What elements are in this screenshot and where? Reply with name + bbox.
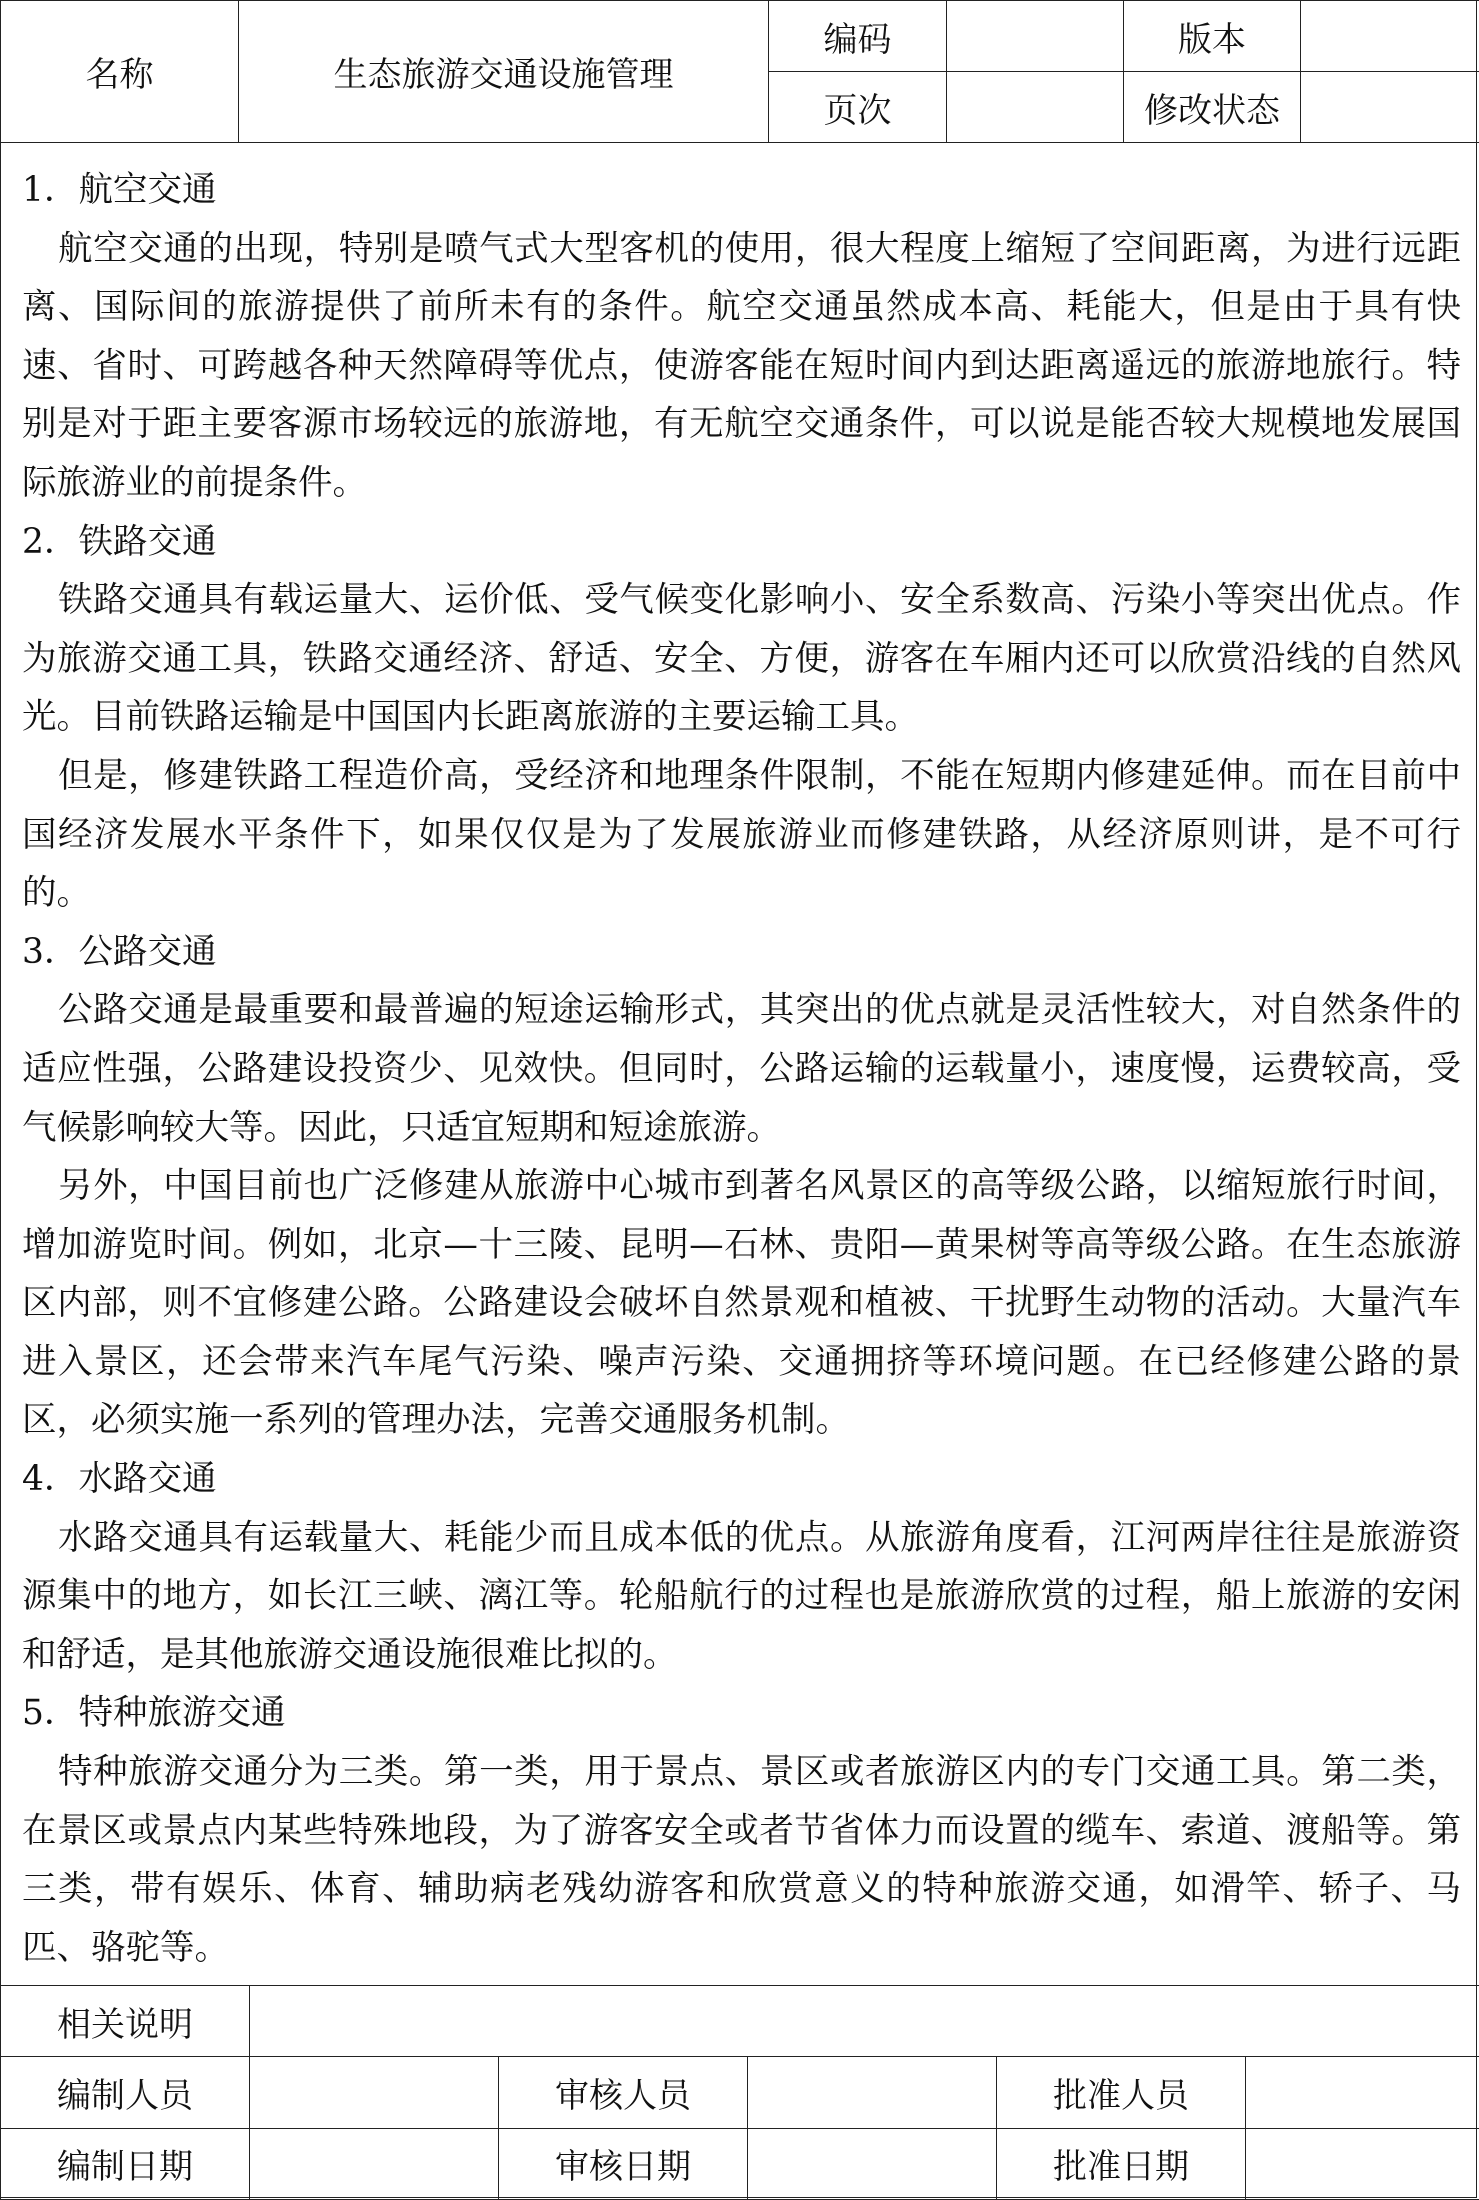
notes-value <box>250 1986 1479 2057</box>
review-date-label: 审核日期 <box>499 2128 748 2199</box>
section-paragraph: 铁路交通具有载运量大、运价低、受气候变化影响小、安全系数高、污染小等突出优点。作为旅游交通工具，铁路交通经济、舒适、安全、方便，游客在车厢内还可以欣赏沿线的自然风光。目前铁路运输是中国国内长距离旅游的主要运输工具。 <box>22 580 1461 738</box>
section-paragraph: 特种旅游交通分为三类。第一类，用于景点、景区或者旅游区内的专门交通工具。第二类，在景区或景点内某些特殊地段，为了游客安全或者节省体力而设置的缆车、索道、渡船等。第三类，带有娱乐、体育、辅助病老残幼游客和欣赏意义的特种旅游交通，如滑竿、轿子、马匹、骆驼等。 <box>22 1752 1461 1968</box>
version-label: 版本 <box>1124 1 1301 72</box>
section-paragraph: 水路交通具有运载量大、耗能少而且成本低的优点。从旅游角度看，江河两岸往往是旅游资源集中的地方，如长江三峡、漓江等。轮船航行的过程也是旅游欣赏的过程，船上旅游的安闲和舒适，是其他旅游交通设施很难比拟的。 <box>22 1517 1461 1675</box>
reviewer-value <box>748 2057 997 2128</box>
approve-date-value <box>1246 2128 1479 2199</box>
editor-label: 编制人员 <box>1 2057 250 2128</box>
section-heading: 3．公路交通 <box>22 931 217 972</box>
section-air <box>22 161 1461 513</box>
notes-label: 相关说明 <box>1 1986 250 2057</box>
approve-date-label: 批准日期 <box>997 2128 1246 2199</box>
section-special <box>22 1684 1461 1977</box>
footer-table <box>0 1985 1479 2200</box>
page-label: 页次 <box>769 72 947 143</box>
section-heading: 2．铁路交通 <box>22 521 217 562</box>
section-heading: 1．航空交通 <box>22 170 217 210</box>
section-paragraph: 但是，修建铁路工程造价高，受经济和地理条件限制，不能在短期内修建延伸。而在目前中国经济发展水平条件下，如果仅仅是为了发展旅游业而修建铁路，从经济原则讲，是不可行的。 <box>22 755 1461 914</box>
edit-date-label: 编制日期 <box>1 2128 250 2199</box>
name-label: 名称 <box>1 1 239 143</box>
page-value <box>947 72 1124 143</box>
revision-label: 修改状态 <box>1124 72 1301 143</box>
section-rail <box>22 513 1461 923</box>
section-heading: 4．水路交通 <box>22 1459 217 1500</box>
section-paragraph: 另外，中国目前也广泛修建从旅游中心城市到著名风景区的高等级公路，以缩短旅行时间，增加游览时间。例如，北京—十三陵、昆明—石林、贵阳—黄果树等高等级公路。在生态旅游区内部，则不宜修建公路。公路建设会破坏自然景观和植被、干扰野生动物的活动。大量汽车进入景区，还会带来汽车尾气污染、噪声污染、交通拥挤等环境问题。在已经修建公路的景区，必须实施一系列的管理办法，完善交通服务机制。 <box>22 1166 1461 1441</box>
name-value: 生态旅游交通设施管理 <box>239 1 769 143</box>
code-label: 编码 <box>769 1 947 72</box>
version-value <box>1301 1 1479 72</box>
document-body <box>0 143 1479 1985</box>
section-heading: 5．特种旅游交通 <box>22 1693 286 1734</box>
code-value <box>947 1 1124 72</box>
approver-value <box>1246 2057 1479 2128</box>
section-paragraph: 航空交通的出现，特别是喷气式大型客机的使用，很大程度上缩短了空间距离，为进行远距离、国际间的旅游提供了前所未有的条件。航空交通虽然成本高、耗能大，但是由于具有快速、省时、可跨越各种天然障碍等优点，使游客能在短时间内到达距离遥远的旅游地旅行。特别是对于距主要客源市场较远的旅游地，有无航空交通条件，可以说是能否较大规模地发展国际旅游业的前提条件。 <box>22 228 1461 503</box>
review-date-value <box>748 2128 997 2199</box>
section-water <box>22 1450 1461 1684</box>
section-road <box>22 923 1461 1450</box>
approver-label: 批准人员 <box>997 2057 1246 2128</box>
section-paragraph: 公路交通是最重要和最普遍的短途运输形式，其突出的优点就是灵活性较大，对自然条件的适应性强，公路建设投资少、见效快。但同时，公路运输的运载量小，速度慢，运费较高，受气候影响较大等。因此，只适宜短期和短途旅游。 <box>22 990 1461 1148</box>
reviewer-label: 审核人员 <box>499 2057 748 2128</box>
edit-date-value <box>250 2128 499 2199</box>
header-table <box>0 0 1479 143</box>
revision-value <box>1301 72 1479 143</box>
editor-value <box>250 2057 499 2128</box>
